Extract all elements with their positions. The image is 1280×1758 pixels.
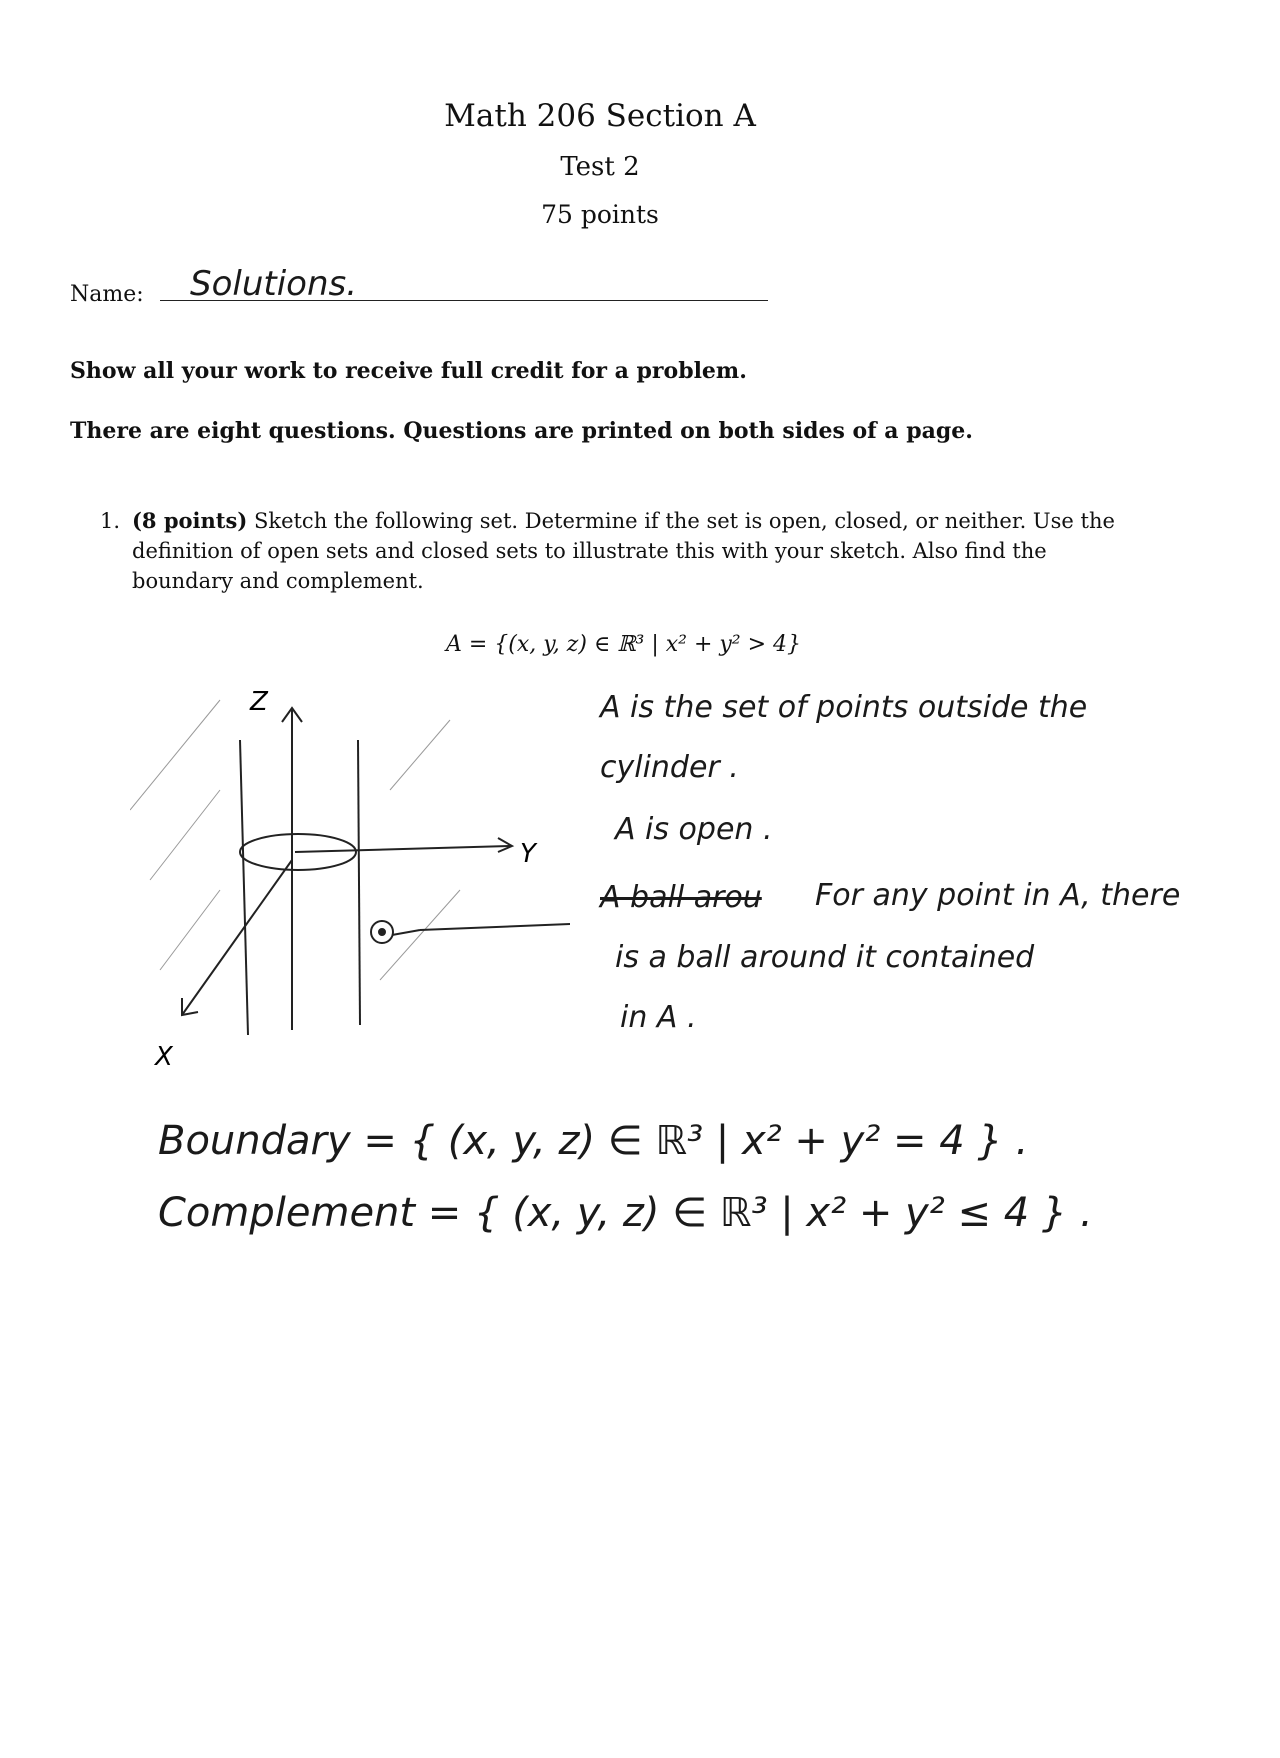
cylinder-sketch — [130, 680, 570, 1080]
test-number: Test 2 — [560, 152, 640, 182]
answer-line-4: For any point in A, there — [815, 878, 1181, 913]
exam-title: Math 206 Section A — [444, 98, 756, 134]
name-label: Name: — [70, 282, 144, 307]
instruction-show-work: Show all your work to receive full credit for a problem. — [70, 358, 747, 384]
answer-struck-text: A ball arou — [600, 880, 762, 915]
z-axis-label: Z — [250, 687, 268, 717]
answer-line-3: A is open . — [615, 812, 773, 847]
boundary-answer: Boundary = { (x, y, z) ∈ ℝ³ | x² + y² = 4 } . — [158, 1118, 1029, 1164]
question-body — [132, 506, 1132, 596]
name-value: Solutions. — [190, 264, 358, 304]
answer-line-6: in A . — [620, 1000, 697, 1035]
question-text: Sketch the following set. Determine if the set is open, closed, or neither. Use the definition of open sets and closed sets to illustrate this with your sketch. Also find the boundary and complement. — [132, 509, 1115, 593]
instruction-question-count: There are eight questions. Questions are printed on both sides of a page. — [70, 418, 973, 444]
y-axis-label: Y — [520, 839, 536, 869]
answer-line-5: is a ball around it contained — [615, 940, 1035, 975]
answer-line-1: A is the set of points outside the — [600, 690, 1088, 725]
total-points: 75 points — [541, 200, 659, 229]
question-number: 1. — [100, 509, 121, 533]
set-definition: A = {(x, y, z) ∈ ℝ³ | x² + y² > 4} — [446, 632, 802, 657]
complement-answer: Complement = { (x, y, z) ∈ ℝ³ | x² + y² ≤ 4 } . — [158, 1190, 1093, 1236]
answer-line-2: cylinder . — [600, 750, 739, 785]
x-axis-label: X — [155, 1042, 173, 1072]
question-points: (8 points) — [132, 508, 248, 533]
